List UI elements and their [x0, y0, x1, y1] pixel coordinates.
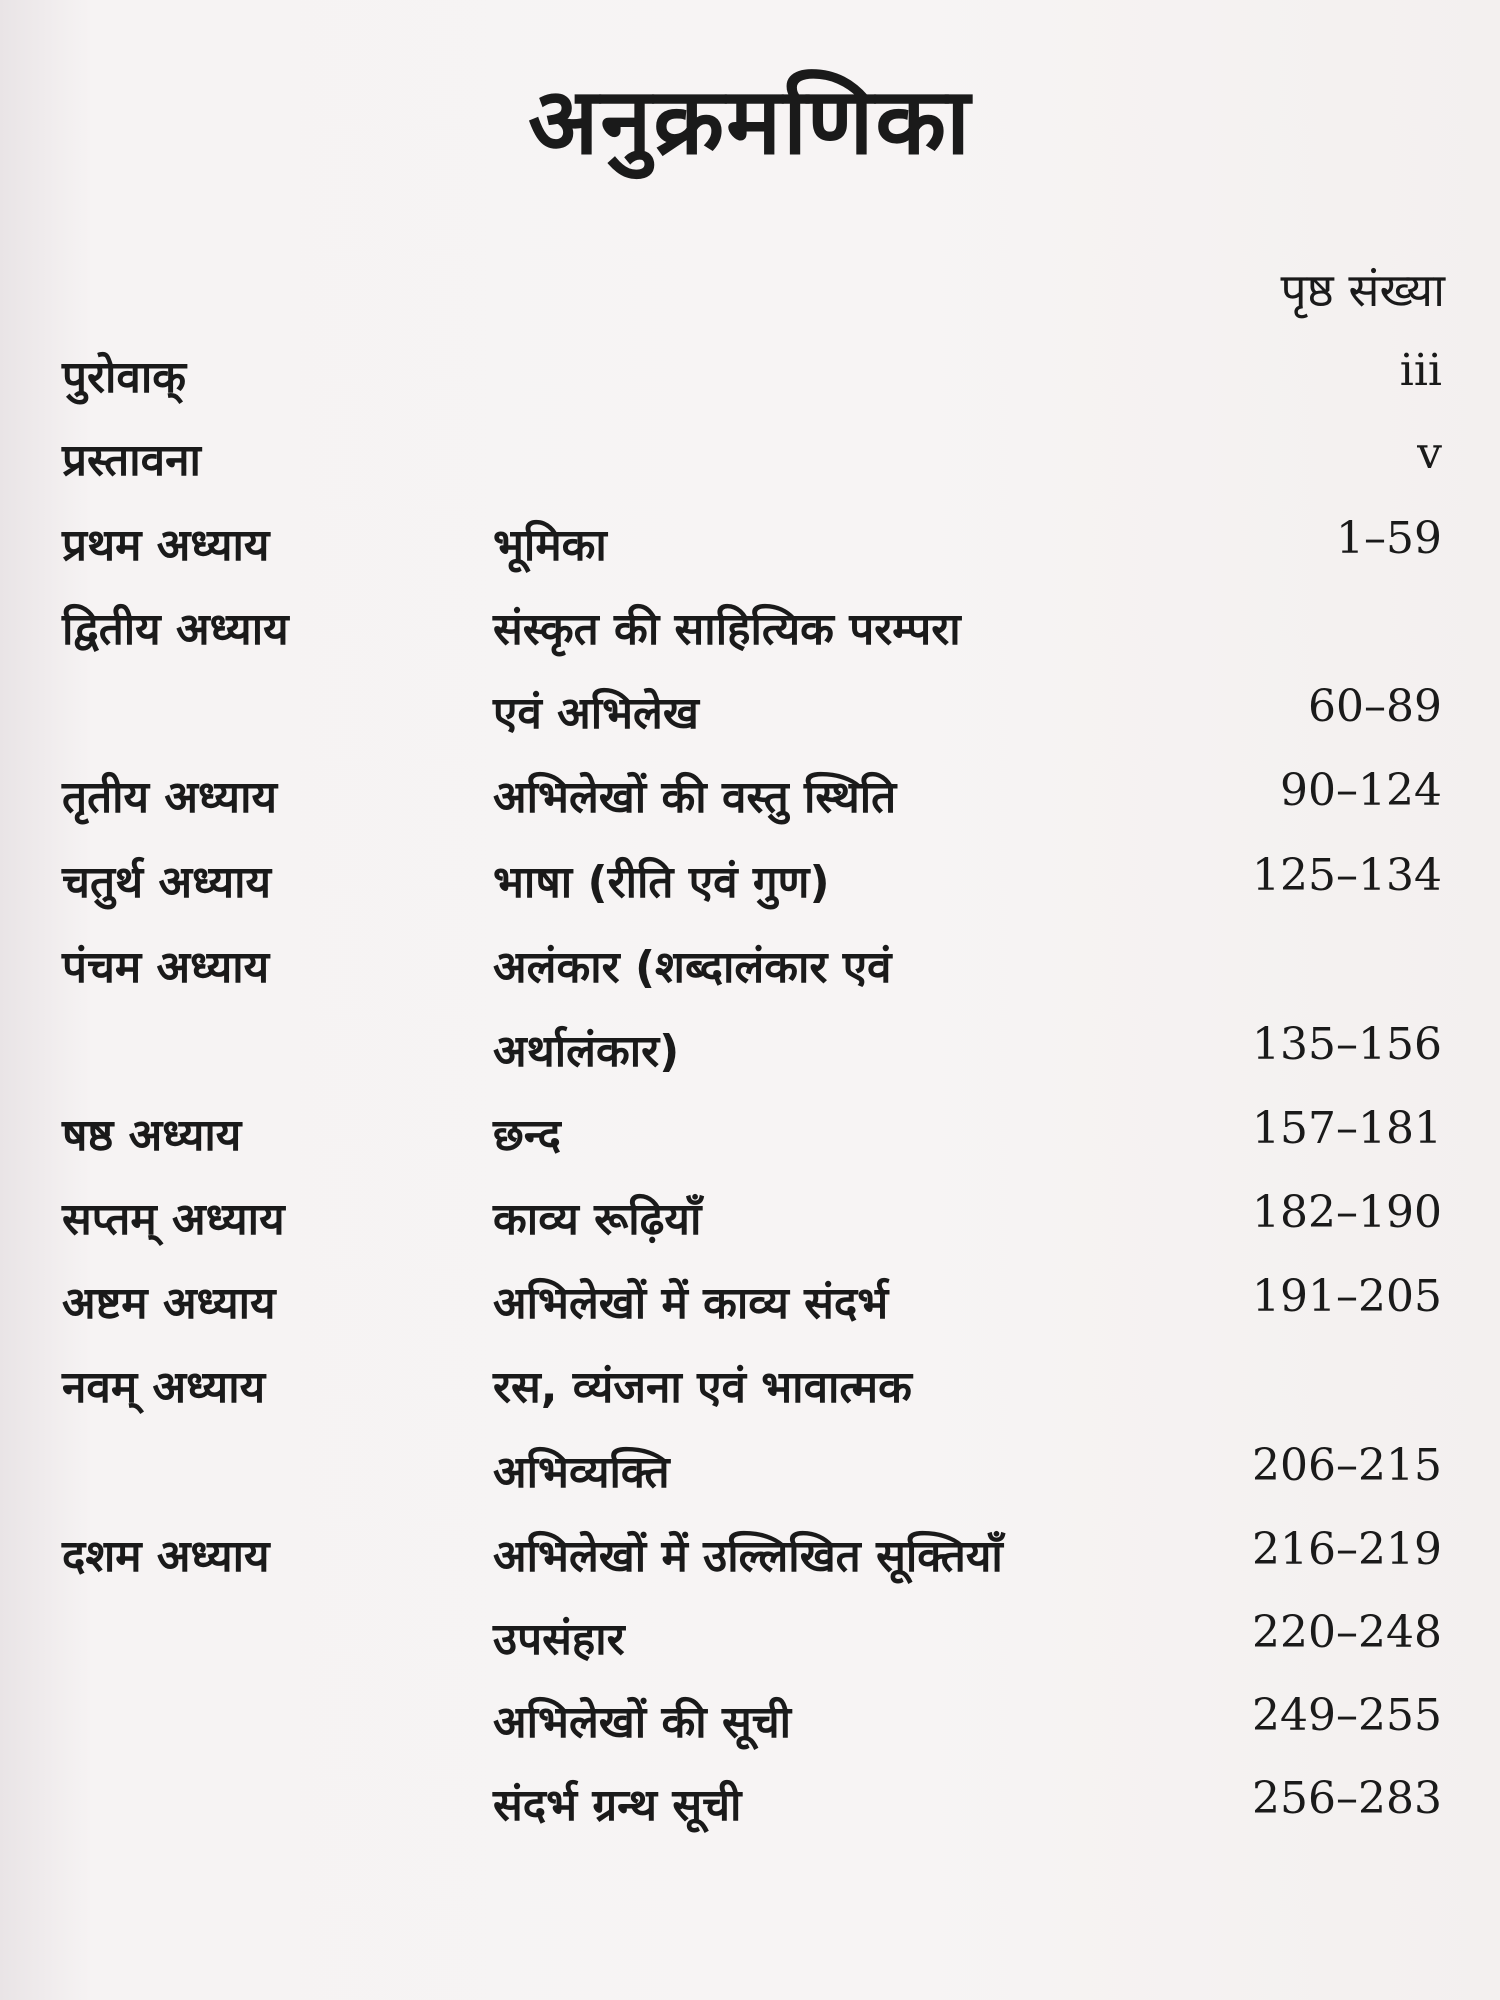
page-range: iii: [1399, 345, 1442, 396]
page-range: 90–124: [1280, 765, 1442, 816]
chapter-topic: संस्कृत की साहित्यिक परम्परा: [493, 604, 961, 655]
chapter-topic-continued: एवं अभिलेख: [493, 688, 699, 739]
page-range: 191–205: [1252, 1271, 1442, 1322]
toc-row: [0, 1690, 1500, 1766]
page-range: 216–219: [1252, 1524, 1442, 1575]
toc-row: [0, 1773, 1500, 1849]
toc-row: [0, 765, 1500, 841]
page-range: 125–134: [1252, 850, 1442, 901]
chapter-topic: भूमिका: [493, 520, 607, 571]
chapter-label: पंचम अध्याय: [62, 942, 270, 993]
page-range: 135–156: [1252, 1019, 1442, 1070]
chapter-label: चतुर्थ अध्याय: [62, 857, 272, 908]
toc-row: [0, 1607, 1500, 1683]
toc-row: [0, 597, 1500, 673]
chapter-topic: भाषा (रीति एवं गुण): [493, 857, 830, 908]
chapter-label: प्रथम अध्याय: [62, 520, 270, 571]
chapter-topic: छन्द: [493, 1110, 561, 1161]
chapter-topic: उपसंहार: [493, 1614, 625, 1665]
chapter-label: दशम अध्याय: [62, 1531, 270, 1582]
toc-row: [0, 428, 1500, 504]
chapter-topic: संदर्भ ग्रन्थ सूची: [493, 1780, 742, 1831]
toc-row: [0, 1524, 1500, 1600]
page-range: 60–89: [1308, 681, 1442, 732]
toc-row-continuation: [0, 1440, 1500, 1516]
chapter-topic: अभिलेखों की सूची: [493, 1697, 792, 1748]
page-range: 249–255: [1252, 1690, 1442, 1741]
chapter-topic: अभिलेखों में उल्लिखित सूक्तियाँ: [493, 1531, 1003, 1582]
chapter-topic: अभिलेखों की वस्तु स्थिति: [493, 772, 897, 823]
toc-row-continuation: [0, 1019, 1500, 1095]
toc-row: [0, 1271, 1500, 1347]
toc-row: [0, 935, 1500, 1011]
chapter-topic: अभिलेखों में काव्य संदर्भ: [493, 1278, 889, 1329]
chapter-topic: रस, व्यंजना एवं भावात्मक: [493, 1362, 912, 1413]
chapter-label: सप्तम् अध्याय: [62, 1194, 285, 1245]
chapter-topic-continued: अर्थालंकार): [493, 1026, 680, 1077]
chapter-topic: अलंकार (शब्दालंकार एवं: [493, 942, 892, 993]
toc-row: [0, 1103, 1500, 1179]
chapter-label: नवम् अध्याय: [62, 1362, 266, 1413]
chapter-label: अष्टम अध्याय: [62, 1278, 276, 1329]
page-range: 1–59: [1336, 513, 1442, 564]
page-title: अनुक्रमणिका: [528, 68, 972, 175]
page-range: 157–181: [1252, 1103, 1442, 1154]
page-range: v: [1417, 428, 1442, 479]
toc-row: [0, 345, 1500, 421]
page-range: 182–190: [1252, 1187, 1442, 1238]
page-range: 220–248: [1252, 1607, 1442, 1658]
toc-row-continuation: [0, 681, 1500, 757]
chapter-label: पुरोवाक्: [62, 352, 187, 403]
chapter-label: षष्ठ अध्याय: [62, 1110, 242, 1161]
page-range: 206–215: [1252, 1440, 1442, 1491]
toc-row: [0, 1355, 1500, 1431]
page-number-heading: पृष्ठ संख्या: [1280, 263, 1445, 317]
toc-row: [0, 513, 1500, 589]
chapter-label: प्रस्तावना: [62, 435, 201, 486]
chapter-topic: काव्य रूढ़ियाँ: [493, 1194, 702, 1245]
chapter-label: तृतीय अध्याय: [62, 772, 277, 823]
toc-row: [0, 850, 1500, 926]
toc-row: [0, 1187, 1500, 1263]
chapter-label: द्वितीय अध्याय: [62, 604, 289, 655]
chapter-topic-continued: अभिव्यक्ति: [493, 1447, 670, 1498]
page-range: 256–283: [1252, 1773, 1442, 1824]
